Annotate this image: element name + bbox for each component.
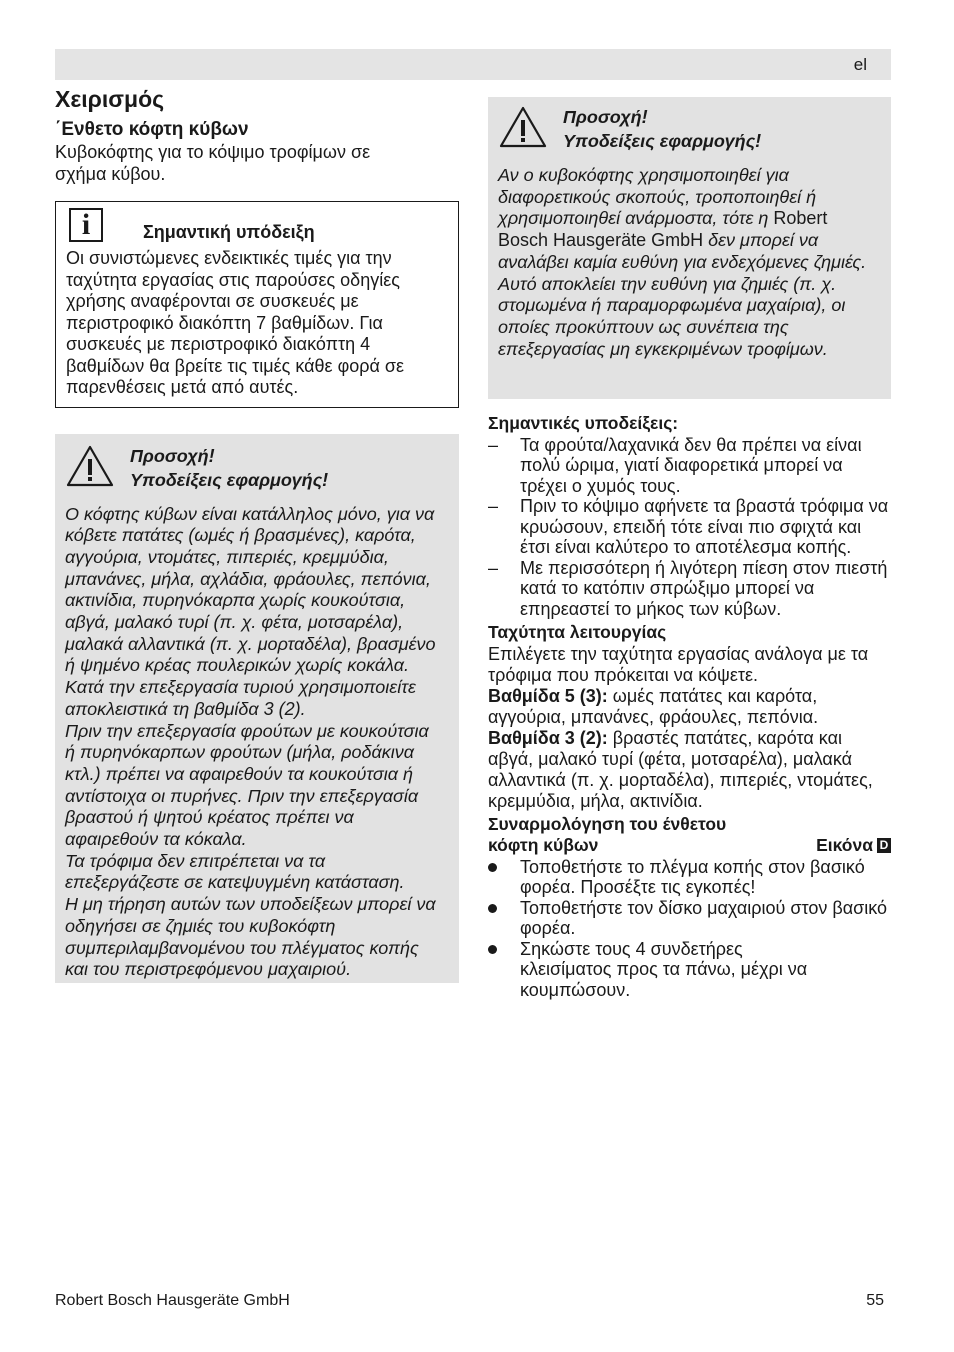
speed-intro: Επιλέγετε την ταχύτητα εργασίας ανάλογα με τα τρόφιμα που πρόκειται να κόψετε.	[488, 643, 869, 685]
figure-label: Εικόνα	[816, 835, 873, 855]
brand-name: Robert Bosch Hausgeräte GmbH	[498, 208, 828, 251]
warning-paragraph: Πριν την επεξεργασία φρούτων με κουκούτσια ή πυρηνόκαρπων φρούτων (μήλα, ροδάκινα κτλ.) πρέπει να αφαιρεθούν τα κουκούτσια ή αντίστοιχα οι πυρήνες. Πριν την επεξεργασία βραστού ή ψητού κρέατος πρέπει να αφαιρεθούν τα κόκαλα.	[65, 720, 429, 850]
list-item: Σηκώστε τους 4 συνδετήρες κλεισίματος προς τα πάνω, μέχρι να κουμπώσουν.	[488, 939, 820, 1001]
left-column	[55, 84, 459, 983]
warning-text	[498, 165, 871, 362]
warning-text-part: δεν μπορεί να αναλάβει καμία ευθύνη για ενδεχόμενες ζημιές.	[498, 230, 867, 272]
speed-title: Ταχύτητα λειτουργίας	[488, 622, 667, 642]
important-notes-title: Σημαντικές υποδείξεις:	[488, 413, 679, 433]
section-subtitle: ΄Ενθετο κόφτη κύβων	[55, 119, 249, 140]
warning-paragraph: Τα τρόφιμα δεν επιτρέπεται να τα επεξεργάζεστε σε κατεψυγμένη κατάσταση.	[65, 850, 405, 893]
warning-text	[65, 504, 441, 983]
warning-text-part: Αν ο κυβοκόφτης χρησιμοποιηθεί για διαφορετικούς σκοπούς, τροποποιηθεί ή χρησιμοποιηθεί ανάρμοστα, τότε η	[498, 165, 817, 229]
footer-company: Robert Bosch Hausgeräte GmbH	[55, 1292, 290, 1309]
warning-triangle-icon	[498, 105, 548, 149]
header-bar	[55, 49, 891, 80]
warning-title-1: Προσοχή!	[563, 107, 648, 127]
note-text: Οι συνιστώμενες ενδεικτικές τιμές για την ταχύτητα εργασίας στις παρούσες οδηγίες χρήσης αναφέρονται σε συσκευές με περιστροφικό διακόπτη 7 βαθμίδων. Για συσκευές με περιστροφικό διακόπτη 4 βαθμίδων θα βρείτε τις τιμές κάθε φορά σε παρενθέσεις μετά από αυτές.	[66, 248, 405, 397]
figure-reference	[816, 835, 891, 857]
warning-paragraph: Κατά την επεξεργασία τυριού χρησιμοποιείτε αποκλειστικά τη βαθμίδα 3 (2).	[65, 677, 416, 719]
page-number: 55	[866, 1292, 884, 1309]
warning-paragraph: Ο κόφτης κύβων είναι κατάλληλος μόνο, για να κόβετε πατάτες (ωμές ή βρασμένες), καρότα, αγγούρια, ντομάτες, πιπεριές, κρεμμύδια, μπανάνες, μήλα, αχλάδια, φράουλες, πεπόνια, ακτινίδια, πυρηνόκαρπα χωρίς κουκούτσια, αβγά, μαλακό τυρί (π. χ. φέτα, μοτσαρέλα), μαλακά αλλαντικά (π. χ. μορταδέλα), βρασμένο ή ψημένο κρέας πουλερικών χωρίς κοκάλα.	[65, 503, 436, 676]
warning-paragraph-1	[498, 165, 871, 274]
speed-5-label: Βαθμίδα 5 (3):	[488, 685, 608, 706]
warning-paragraph: Η μη τήρηση αυτών των υποδείξεων μπορεί να οδηγήσει σε ζημιές του κυβοκόφτη συμπεριλαμβανομένου του πλέγματος κοπής και του περιστρεφόμενου μαχαιριού.	[65, 894, 436, 980]
note-title: Σημαντική υπόδειξη	[143, 222, 315, 242]
language-code: el	[853, 55, 867, 74]
important-notes-list	[488, 435, 891, 620]
assembly-steps-list	[488, 857, 891, 1001]
warning-box-left	[55, 434, 459, 983]
speed-3-label: Βαθμίδα 3 (2):	[488, 727, 608, 748]
speed-3-text	[488, 728, 891, 812]
warning-title-2: Υποδείξεις εφαρμογής!	[130, 469, 329, 490]
important-note-box	[55, 201, 459, 408]
warning-box-right	[488, 97, 891, 399]
warning-triangle-icon	[65, 444, 115, 488]
warning-title-1: Προσοχή!	[130, 445, 215, 466]
list-item: Τοποθετήστε τον δίσκο μαχαιριού στον βασικό φορέα.	[488, 898, 891, 939]
list-item: – Τα φρούτα/λαχανικά δεν θα πρέπει να είναι πολύ ώριμα, γιατί διαφορετικά μπορεί να τρέχει ο χυμός τους.	[488, 435, 891, 497]
page-title: Χειρισμός	[55, 86, 165, 112]
speed-5-text	[488, 686, 891, 728]
speed-3-desc: βραστές πατάτες, καρότα και αβγά, μαλακό τυρί (φέτα, μοτσαρέλα), μαλακά αλλαντικά (π. χ. μορταδέλα), πιπεριές, ντομάτες, κρεμμύδια, μήλα, ακτινίδια.	[488, 727, 873, 811]
list-item: – Με περισσότερη ή λιγότερη πίεση στον πιεστή κατά το κατόπιν σπρώξιμο μπορεί να επηρεαστεί το μήκος των κύβων.	[488, 558, 891, 620]
list-item: – Πριν το κόψιμο αφήνετε τα βραστά τρόφιμα να κρυώσουν, επειδή τότε είναι πιο σφιχτά και έτσι είναι καλύτερο το αποτέλεσμα κοπής.	[488, 496, 891, 558]
assembly-title-line-2: κόφτη κύβων	[488, 835, 599, 855]
warning-paragraph-2: Αυτό αποκλείει την ευθύνη για ζημιές (π. χ. στομωμένα ή παραμορφωμένα μαχαίρια), οι οποίες προκύπτουν ως συνέπεια της επεξεργασίας μη εγκεκριμένων τροφίμων.	[498, 273, 846, 359]
warning-title-2: Υποδείξεις εφαρμογής!	[563, 131, 762, 151]
list-item: Τοποθετήστε το πλέγμα κοπής στον βασικό φορέα. Προσέξτε τις εγκοπές!	[488, 857, 891, 898]
info-icon: i	[69, 208, 103, 242]
right-column	[488, 97, 891, 1000]
speed-5-desc: ωμές πατάτες και καρότα, αγγούρια, μπανάνες, φράουλες, πεπόνια.	[488, 685, 819, 727]
intro-text: Κυβοκόφτης για το κόψιμο τροφίμων σε σχήμα κύβου.	[55, 142, 371, 184]
figure-letter-badge: D	[877, 838, 891, 853]
assembly-title-line-1: Συναρμολόγηση του ένθετου	[488, 813, 727, 834]
